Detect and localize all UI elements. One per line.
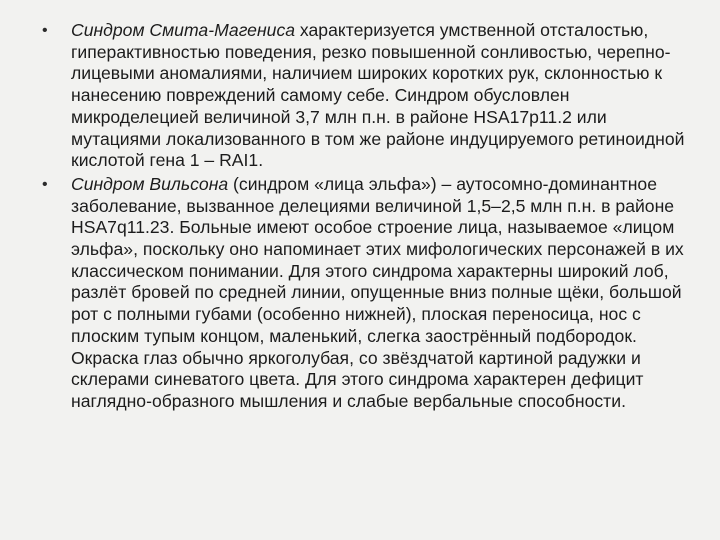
bullet-item-smith-magenis (42, 20, 690, 172)
syndrome-term: Синдром Вильсона (71, 173, 229, 194)
bullet-icon: • (42, 22, 48, 39)
bullet-icon: • (42, 175, 48, 193)
bullet-list (42, 20, 690, 413)
syndrome-description: (синдром «лица эльфа») – аутосомно-доминантное заболевание, вызванное делециями величиной 1,5–2,5 млн п.н. в районе HSA7q11.23. Больные имеют особое строение лица, называемое «лицом эльфа», поскольку оно напоминает этих мифологических персонажей в их классическом понимании. Для этого синдрома характерны широкий лоб, разлёт бровей по средней линии, опущенные вниз полные щёки, большой рот с полными губами (особенно нижней), плоская переносица, нос с плоским тупым концом, маленький, слегка заострённый подбородок. Окраска глаз обычно яркоголубая, со звёздчатой картиной радужки и склерами синеватого цвета. Для этого синдрома характерен дефицит наглядно-образного мышления и слабые вербальные способности. (71, 173, 684, 411)
bullet-item-williams (42, 174, 690, 413)
syndrome-term: Синдром Смита-Магениса (71, 20, 296, 40)
syndrome-description: характеризуется умственной отсталостью, гиперактивностью поведения, резко повышенной сонливостью, черепно-лицевыми аномалиями, наличием широких коротких рук, склонностью к нанесению повреждений самому себе. Синдром обусловлен микроделецией величиной 3,7 млн п.н. в районе HSA17p11.2 или мутациями локализованного в том же районе индуцируемого ретиноидной кислотой гена 1 – RAI1. (71, 20, 685, 171)
